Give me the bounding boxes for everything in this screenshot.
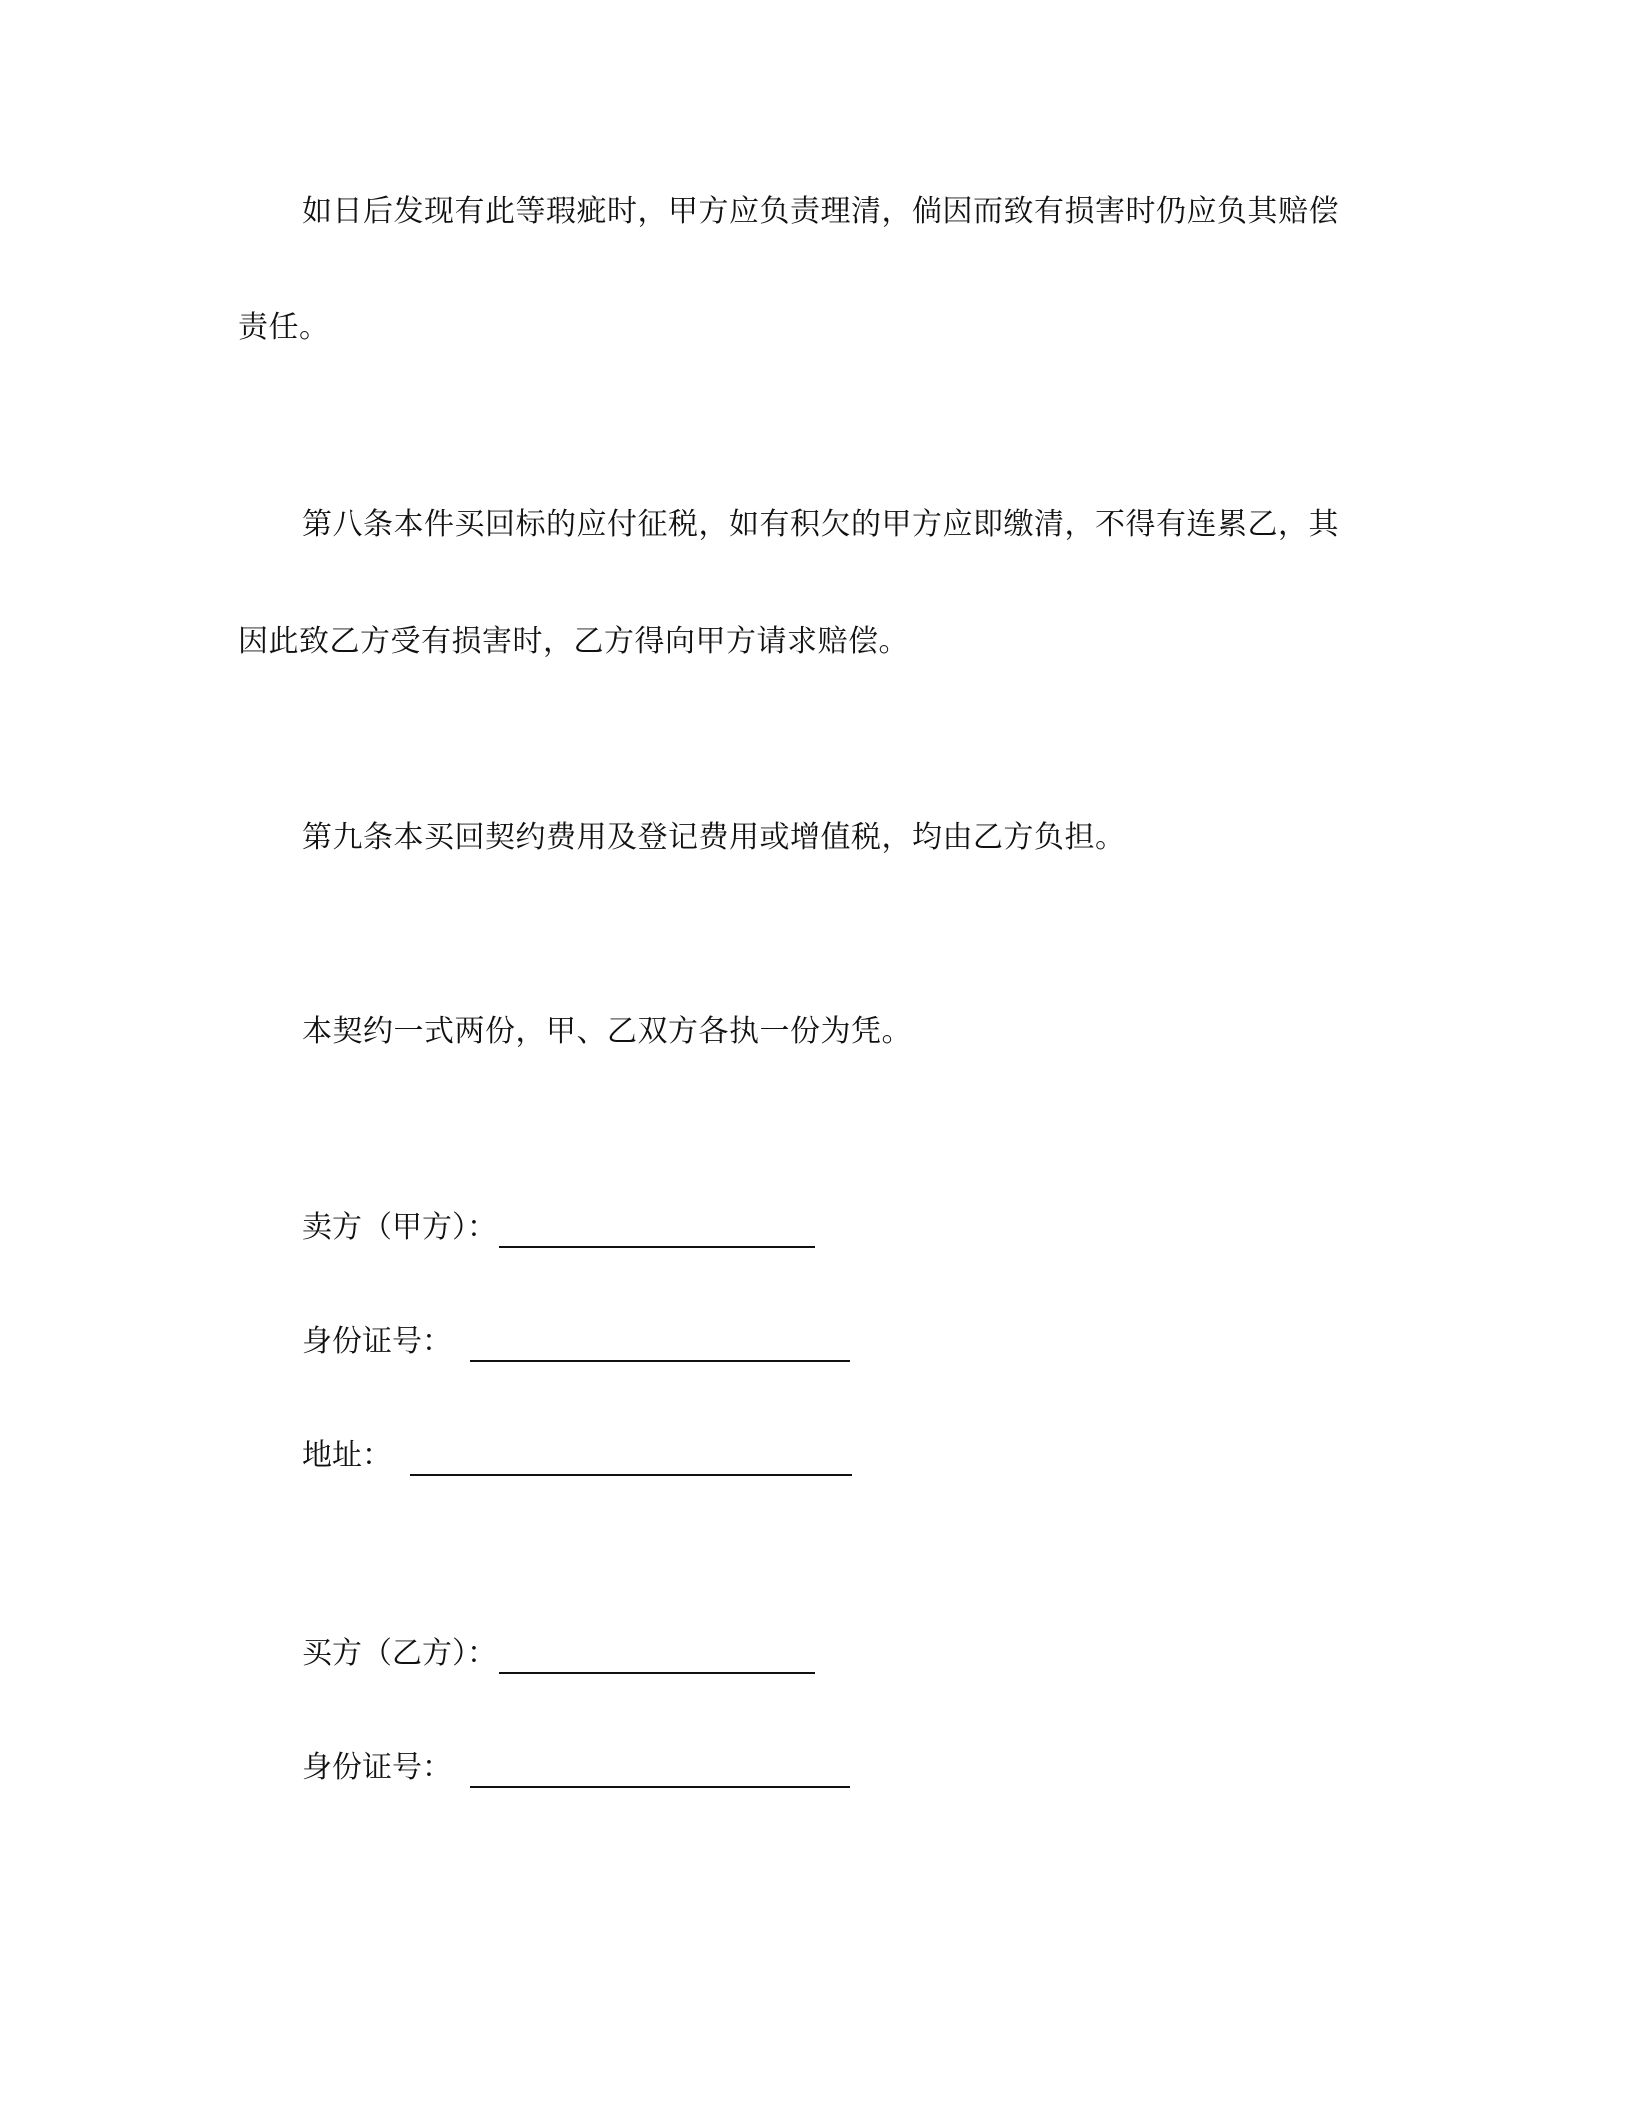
buyer-name-blank[interactable]: [499, 1636, 815, 1674]
seller-address-field: [302, 1436, 852, 1476]
paragraph-text: 如日后发现有此等瑕疵时，甲方应负责理清，倘因而致有损害时仍应负其赔偿: [302, 194, 1339, 229]
article-8-text: 第八条本件买回标的应付征税，如有积欠的甲方应即缴清，不得有连累乙，其: [302, 507, 1339, 542]
copies-clause-text: 本契约一式两份，甲、乙双方各执一份为凭。: [302, 1014, 912, 1049]
buyer-name-field: [302, 1634, 815, 1674]
seller-id-blank[interactable]: [470, 1324, 850, 1362]
buyer-id-blank[interactable]: [470, 1750, 850, 1788]
seller-name-blank[interactable]: [499, 1210, 815, 1248]
paragraph-text: 责任。: [238, 310, 330, 345]
seller-name-label: 卖方（甲方）：: [302, 1210, 497, 1245]
buyer-name-label: 买方（乙方）：: [302, 1636, 497, 1671]
buyer-id-field: [302, 1748, 850, 1788]
seller-name-field: [302, 1208, 815, 1248]
seller-address-label: 地址：: [302, 1438, 392, 1473]
seller-id-field: [302, 1322, 850, 1362]
seller-id-label: 身份证号：: [302, 1324, 452, 1359]
seller-address-blank[interactable]: [410, 1438, 852, 1476]
buyer-id-label: 身份证号：: [302, 1750, 452, 1785]
article-9-text: 第九条本买回契约费用及登记费用或增值税，均由乙方负担。: [302, 820, 1126, 855]
article-8-text: 因此致乙方受有损害时，乙方得向甲方请求赔偿。: [238, 624, 909, 659]
